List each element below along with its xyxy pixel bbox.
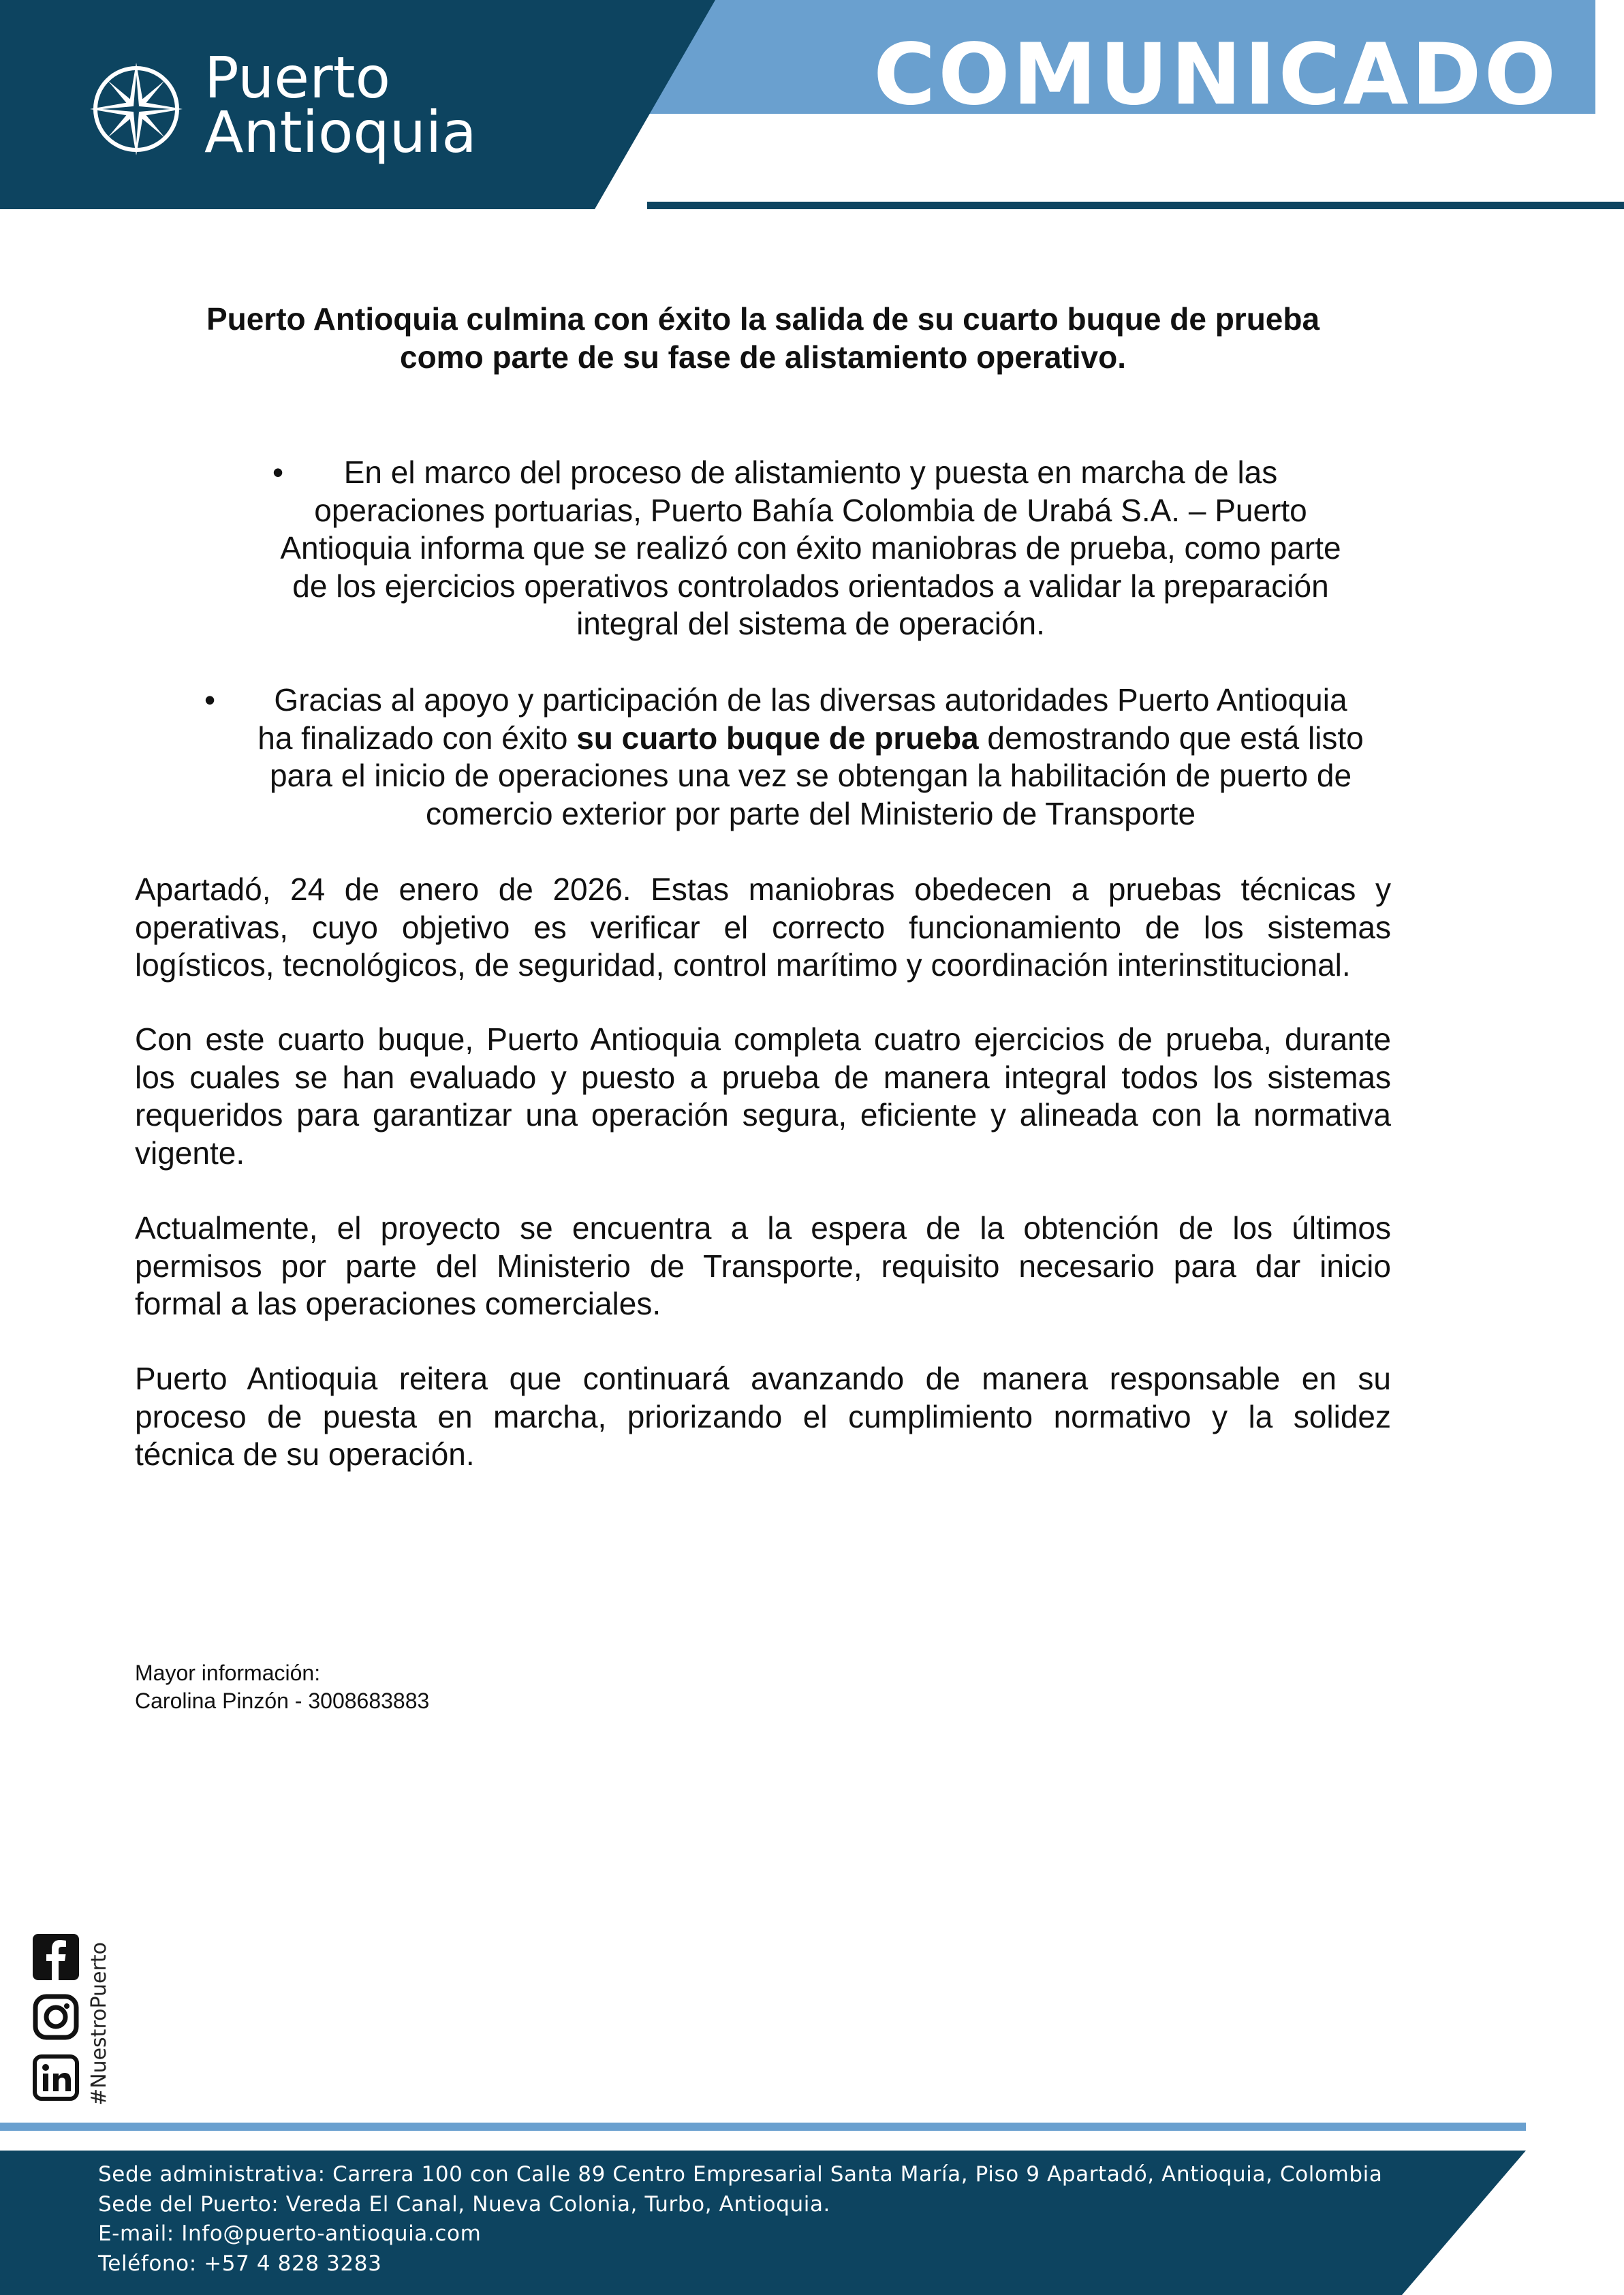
paragraph-line: permisos por parte del Ministerio de Transporte, requisito necesario para dar inicio bbox=[135, 1248, 1391, 1284]
footer-admin-address: Sede administrativa: Carrera 100 con Calle 89 Centro Empresarial Santa María, Piso 9 Apartadó, Antioquia, Colombia bbox=[98, 2162, 1383, 2187]
paragraph-line: Actualmente, el proyecto se encuentra a la espera de la obtención de los últimos bbox=[135, 1210, 1391, 1246]
bullet-line: comercio exterior por parte del Ministerio de Transporte bbox=[425, 795, 1196, 831]
footer-phone[interactable]: Teléfono: +57 4 828 3283 bbox=[98, 2251, 382, 2276]
bullet-line: de los ejercicios operativos controlados orientados a validar la preparación bbox=[292, 568, 1329, 604]
instagram-icon[interactable] bbox=[31, 1992, 80, 2042]
paragraph-2 bbox=[135, 1021, 1391, 1172]
bullet-text: demostrando que está listo bbox=[978, 720, 1364, 756]
paragraph-3 bbox=[135, 1210, 1391, 1323]
bullet-line: integral del sistema de operación. bbox=[576, 606, 1045, 641]
footer-email[interactable]: E-mail: Info@puerto-antioquia.com bbox=[98, 2221, 482, 2246]
logo-line-1: Puerto bbox=[204, 44, 390, 111]
bullet-line: En el marco del proceso de alistamiento y puesta en marcha de las bbox=[343, 455, 1278, 490]
paragraph-line: formal a las operaciones comerciales. bbox=[135, 1286, 661, 1321]
bullet-item-1 bbox=[232, 454, 1390, 643]
bullet-dot-icon: • bbox=[272, 455, 284, 490]
paragraph-4 bbox=[135, 1360, 1391, 1474]
contact-block bbox=[135, 1659, 429, 1715]
header-rule bbox=[647, 202, 1624, 209]
paragraph-line: Apartadó, 24 de enero de 2026. Estas maniobras obedecen a pruebas técnicas y bbox=[135, 872, 1391, 907]
paragraph-line: Con este cuarto buque, Puerto Antioquia completa cuatro ejercicios de prueba, durante bbox=[135, 1021, 1391, 1057]
contact-label: Mayor información: bbox=[135, 1661, 321, 1685]
bullet-line: para el inicio de operaciones una vez se obtengan la habilitación de puerto de bbox=[269, 758, 1352, 793]
paragraph-line: requeridos para garantizar una operación segura, eficiente y alineada con la normativa bbox=[135, 1097, 1391, 1133]
paragraph-line: logísticos, tecnológicos, de seguridad, control marítimo y coordinación interinstitucional. bbox=[135, 947, 1351, 983]
contact-person[interactable]: Carolina Pinzón - 3008683883 bbox=[135, 1689, 430, 1713]
paragraph-line: técnica de su operación. bbox=[135, 1436, 475, 1472]
linkedin-icon[interactable] bbox=[31, 2053, 80, 2102]
headline-line: Puerto Antioquia culmina con éxito la salida de su cuarto buque de prueba bbox=[206, 301, 1320, 337]
hashtag-text: #NuestroPuerto bbox=[87, 1942, 111, 2106]
paragraph-line: operativas, cuyo objetivo es verificar el correcto funcionamiento de los sistemas bbox=[135, 909, 1391, 945]
bullet-text: ha finalizado con éxito bbox=[257, 720, 577, 756]
logo-line-2: Antioquia bbox=[204, 99, 477, 166]
bullet-bold-text: su cuarto buque de prueba bbox=[576, 720, 979, 756]
bullet-line: Antioquia informa que se realizó con éxito maniobras de prueba, como parte bbox=[280, 530, 1341, 566]
bullet-item-2 bbox=[204, 681, 1390, 833]
bullet-line: Gracias al apoyo y participación de las diversas autoridades Puerto Antioquia bbox=[274, 682, 1347, 718]
paragraph-line: los cuales se han evaluado y puesto a prueba de manera integral todos los sistemas bbox=[135, 1059, 1391, 1095]
bullet-dot-icon: • bbox=[204, 682, 216, 718]
footer-light-band bbox=[0, 2123, 1526, 2131]
facebook-icon[interactable] bbox=[31, 1932, 80, 1982]
paragraph-line: Puerto Antioquia reitera que continuará avanzando de manera responsable en su bbox=[135, 1361, 1391, 1396]
press-release-headline bbox=[136, 300, 1390, 376]
bullet-line-mixed bbox=[232, 720, 1390, 758]
logo-wordmark bbox=[204, 44, 477, 166]
footer-address-block bbox=[98, 2160, 1382, 2279]
compass-rose-icon bbox=[87, 60, 185, 158]
paragraph-line: vigente. bbox=[135, 1135, 245, 1171]
banner-title: COMUNICADO bbox=[873, 26, 1559, 124]
bullet-line: operaciones portuarias, Puerto Bahía Colombia de Urabá S.A. – Puerto bbox=[314, 492, 1307, 528]
headline-line: como parte de su fase de alistamiento operativo. bbox=[400, 339, 1126, 375]
footer-port-address: Sede del Puerto: Vereda El Canal, Nueva Colonia, Turbo, Antioquia. bbox=[98, 2191, 831, 2217]
paragraph-line: proceso de puesta en marcha, priorizando el cumplimiento normativo y la solidez bbox=[135, 1398, 1391, 1434]
paragraph-1 bbox=[135, 871, 1391, 985]
